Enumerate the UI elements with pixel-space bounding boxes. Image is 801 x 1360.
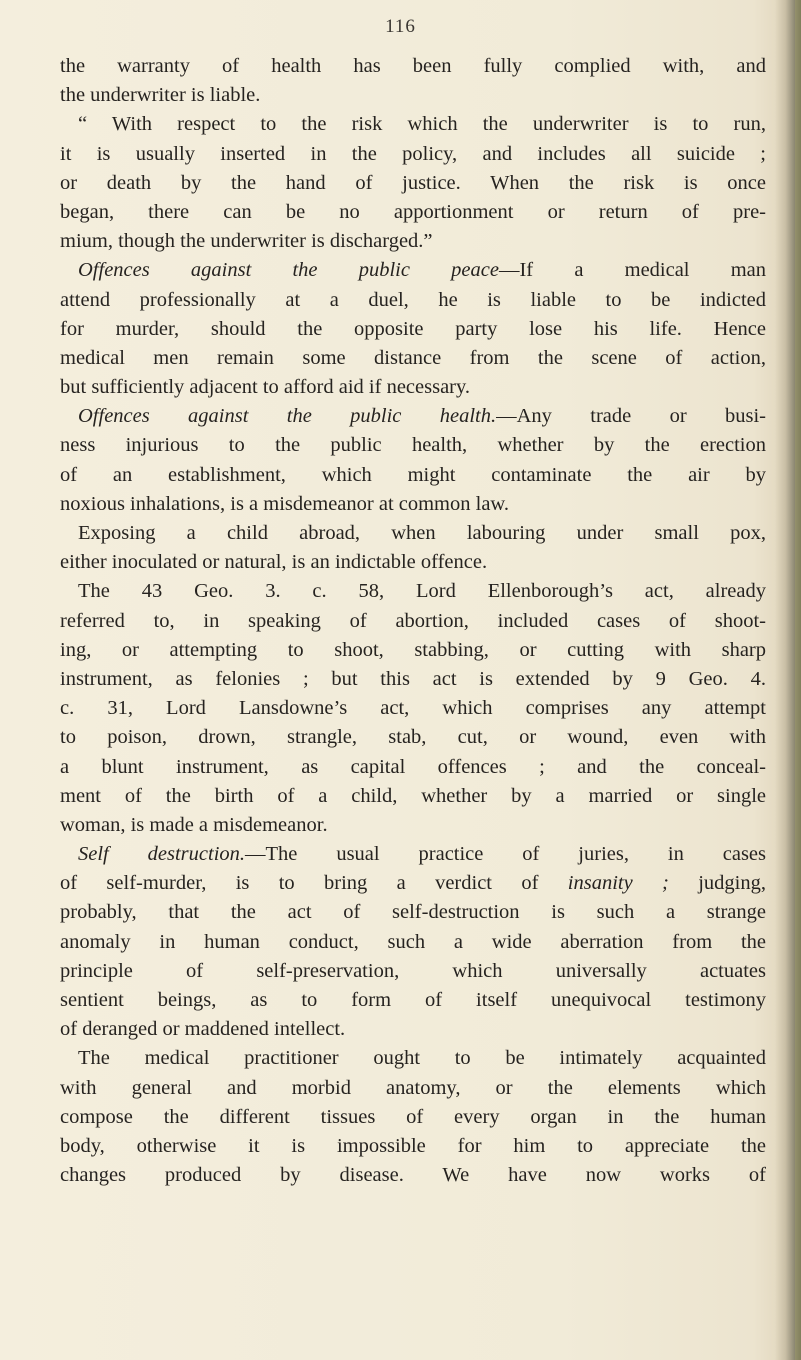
text-segment: judging, [668,872,766,895]
text-segment: sentient beings, as to form of itself unequivocal testimony [60,989,766,1011]
text-segment: ness injurious to the public health, whether by the erection [60,434,766,457]
text-segment: principle of self-preservation, which universally actuates [60,959,766,982]
text-line [60,315,766,344]
text-segment: The medical practitioner ought to be intimately acquainted [78,1047,766,1070]
text-line [60,81,766,110]
text-segment: attend professionally at a duel, he is liable to be indicted [60,288,766,311]
text-segment: but sufficiently adjacent to afford aid if necessary. [60,376,471,399]
text-segment: ment of the birth of a child, whether by a married or single [60,784,766,807]
text-segment: changes produced by disease. We have now works of [60,1164,766,1187]
text-line [60,490,766,519]
text-segment: with general and morbid anatomy, or the elements which [60,1076,766,1099]
text-segment: woman, is made a misdemeanor. [60,813,328,836]
text-segment: anomaly in human conduct, such a wide aberration from the [60,930,766,953]
text-line [60,782,766,811]
text-segment: ing, or attempting to shoot, stabbing, or cutting with sharp [60,638,766,661]
text-line [60,577,766,606]
text-line [60,402,766,431]
text-segment: the warranty of health has been fully complied with, and [60,55,766,77]
text-line [60,344,766,373]
text-segment: it is usually inserted in the policy, and includes all suicide ; [60,142,766,165]
text-segment: —The usual practice of juries, in cases [245,843,766,866]
text-segment: of self-murder, is to bring a verdict of [60,872,568,895]
page-edge-shadow [775,0,801,1360]
text-segment: a blunt instrument, as capital offences ; and the conceal- [60,755,766,778]
text-line [60,431,766,460]
text-segment: of deranged or maddened intellect. [60,1018,346,1041]
text-line [60,636,766,665]
text-segment: mium, though the underwriter is discharged.” [60,230,433,253]
text-line [60,1103,766,1132]
text-line [60,840,766,869]
text-line [60,548,766,577]
text-line [60,140,766,169]
text-line [60,665,766,694]
text-line [60,1015,766,1044]
text-segment: the underwriter is liable. [60,84,261,107]
text-segment: “ With respect to the risk which the underwriter is to run, [78,113,766,136]
page-number: 116 [385,16,416,37]
text-line [60,986,766,1015]
text-line [60,169,766,198]
text-line [60,607,766,636]
text-line [60,811,766,840]
text-line [60,286,766,315]
text-line [60,1132,766,1161]
italic-text-segment: Offences against the public peace [78,259,499,282]
text-line [60,373,766,402]
text-segment: began, there can be no apportionment or return of pre- [60,200,766,223]
text-segment: Exposing a child abroad, when labouring under small pox, [78,522,766,544]
italic-text-segment: Offences against the public health. [78,405,497,428]
text-line [60,52,766,81]
text-line [60,869,766,898]
text-line [60,256,766,285]
text-line [60,110,766,139]
text-line [60,753,766,782]
body-text [60,52,766,1190]
text-segment: noxious inhalations, is a misdemeanor at common law. [60,492,510,515]
text-segment: of an establishment, which might contaminate the air by [60,463,766,486]
text-line [60,928,766,957]
text-segment: The 43 Geo. 3. c. 58, Lord Ellenborough’s act, already [78,580,766,603]
text-segment: instrument, as felonies ; but this act is extended by 9 Geo. 4. [60,667,766,690]
text-segment: c. 31, Lord Lansdowne’s act, which comprises any attempt [60,697,766,720]
text-segment: for murder, should the opposite party lose his life. Hence [60,317,766,340]
text-segment: either inoculated or natural, is an indictable offence. [60,551,488,574]
italic-text-segment: insanity ; [567,872,669,895]
text-segment: —If a medical man [498,259,766,282]
text-segment: referred to, in speaking of abortion, included cases of shoot- [60,609,766,632]
text-segment: medical men remain some distance from the scene of action, [60,346,766,369]
text-segment: compose the different tissues of every organ in the human [60,1105,766,1128]
text-line [60,1161,766,1190]
text-segment: —Any trade or busi- [496,405,766,428]
text-line [60,461,766,490]
italic-text-segment: Self destruction. [78,843,246,866]
text-line [60,1044,766,1073]
text-segment: to poison, drown, strangle, stab, cut, or wound, even with [60,726,766,749]
text-line [60,723,766,752]
text-line [60,1074,766,1103]
text-segment: or death by the hand of justice. When the risk is once [60,171,766,194]
text-line [60,957,766,986]
text-segment: probably, that the act of self-destruction is such a strange [60,901,766,924]
text-line [60,694,766,723]
text-line [60,198,766,227]
text-segment: body, otherwise it is impossible for him to appreciate the [60,1134,766,1157]
text-line [60,898,766,927]
text-line [60,227,766,256]
text-line [60,519,766,548]
